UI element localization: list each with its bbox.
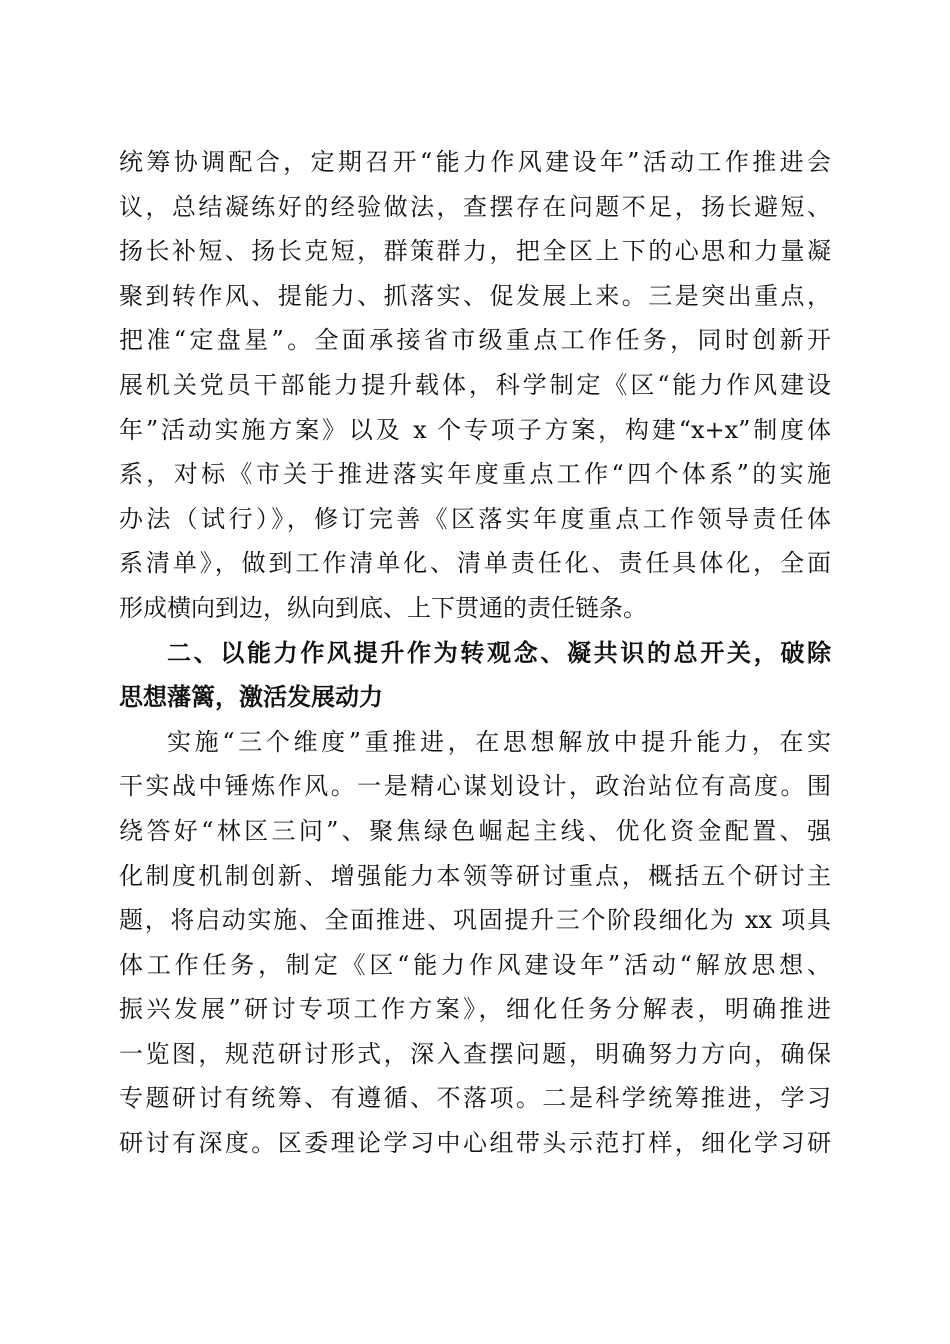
text-line: 展机关党员干部能力提升载体，科学制定《区“能力作风建设 bbox=[119, 370, 831, 399]
text-line: 实施“三个维度”重推进，在思想解放中提升能力，在实 bbox=[167, 727, 831, 756]
text-line: 扬长补短、扬长克短，群策群力，把全区上下的心思和力量凝 bbox=[119, 237, 831, 266]
text-line: 专题研讨有统筹、有遵循、不落项。二是科学统筹推进，学习 bbox=[119, 1084, 831, 1113]
text-line: 题，将启动实施、全面推进、巩固提升三个阶段细化为 xx 项具 bbox=[119, 906, 831, 935]
text-line: 振兴发展”研讨专项工作方案》，细化任务分解表，明确推进 bbox=[119, 995, 831, 1024]
text-line: 干实战中锤炼作风。一是精心谋划设计，政治站位有高度。围 bbox=[119, 772, 831, 801]
text-line: 把准“定盘星”。全面承接省市级重点工作任务，同时创新开 bbox=[119, 326, 831, 355]
text-line: 议，总结凝练好的经验做法，查摆存在问题不足，扬长避短、 bbox=[119, 192, 831, 221]
text-line: 聚到转作风、提能力、抓落实、促发展上来。三是突出重点， bbox=[119, 281, 831, 310]
document-body bbox=[119, 140, 831, 1166]
text-line: 系清单》，做到工作清单化、清单责任化、责任具体化，全面 bbox=[119, 549, 831, 578]
text-line: 化制度机制创新、增强能力本领等研讨重点，概括五个研讨主 bbox=[119, 861, 831, 890]
paragraph-body bbox=[119, 720, 831, 1166]
heading-line: 二、以能力作风提升作为转观念、凝共识的总开关，破除 bbox=[167, 638, 831, 667]
text-line: 年”活动实施方案》以及 x 个专项子方案，构建“x+x”制度体 bbox=[119, 415, 831, 444]
text-line: 绕答好“林区三问”、聚焦绿色崛起主线、优化资金配置、强 bbox=[119, 816, 831, 845]
text-line: 系，对标《市关于推进落实年度重点工作“四个体系”的实施 bbox=[119, 460, 831, 489]
section-heading bbox=[119, 631, 831, 720]
text-line: 统筹协调配合，定期召开“能力作风建设年”活动工作推进会 bbox=[119, 148, 831, 176]
heading-line: 思想藩篱，激活发展动力 bbox=[119, 683, 383, 712]
text-line: 形成横向到边，纵向到底、上下贯通的责任链条。 bbox=[119, 593, 647, 622]
text-line: 一览图，规范研讨形式，深入查摆问题，明确努力方向，确保 bbox=[119, 1039, 831, 1068]
text-line: 体工作任务，制定《区“能力作风建设年”活动“解放思想、 bbox=[119, 950, 831, 979]
paragraph-continuation bbox=[119, 140, 831, 631]
text-line: 研讨有深度。区委理论学习中心组带头示范打样，细化学习研 bbox=[119, 1129, 831, 1158]
text-line: 办法（试行）》，修订完善《区落实年度重点工作领导责任体 bbox=[119, 504, 831, 533]
